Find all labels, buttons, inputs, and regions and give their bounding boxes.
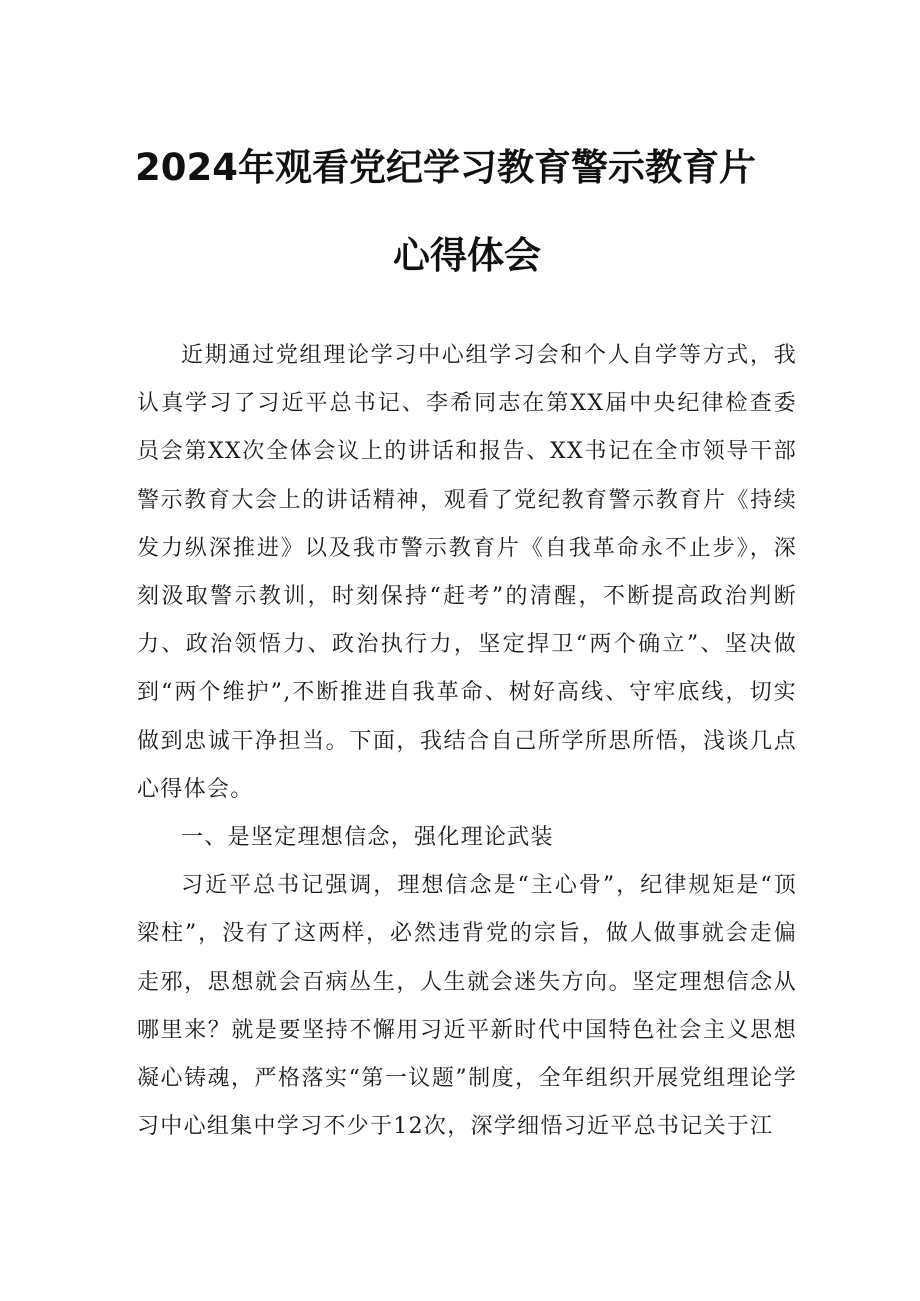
- document-title-line-2: 心得体会: [393, 234, 541, 277]
- section-heading-1: 一、是坚定理想信念，强化理论武装: [181, 825, 554, 851]
- intro-paragraph: 近期通过党组理论学习中心组学习会和个人自学等方式，我认真学习了习近平总书记、李希同志在第XX届中央纪律检查委员会第XX次全体会议上的讲话和报告、XX书记在全市领导干部警示教育大会上的讲话精神，观看了党纪教育警示教育片《持续发力纵深推进》以及我市警示教育片《自我革命永不止步》，深刻汲取警示教训，时刻保持“赶考”的清醒，不断提高政治判断力、政治领悟力、政治执行力，坚定捍卫“两个确立”、坚决做到“两个维护”,不断推进自我革命、树好高线、守牢底线，切实做到忠诚干净担当。下面，我结合自己所学所思所悟，浅谈几点心得体会。: [137, 343, 797, 802]
- document-body: [137, 332, 797, 1151]
- section-1-paragraph: 习近平总书记强调，理想信念是“主心骨”，纪律规矩是“顶梁柱”，没有了这两样，必然违背党的宗旨，做人做事就会走偏走邪，思想就会百病丛生，人生就会迷失方向。坚定理想信念从哪里来？就是要坚持不懈用习近平新时代中国特色社会主义思想凝心铸魂，严格落实“第一议题”制度，全年组织开展党组理论学习中心组集中学习不少于12次，深学细悟习近平总书记关于江: [137, 873, 797, 1140]
- document-title-line-1: 2024年观看党纪学习教育警示教育片: [135, 146, 756, 189]
